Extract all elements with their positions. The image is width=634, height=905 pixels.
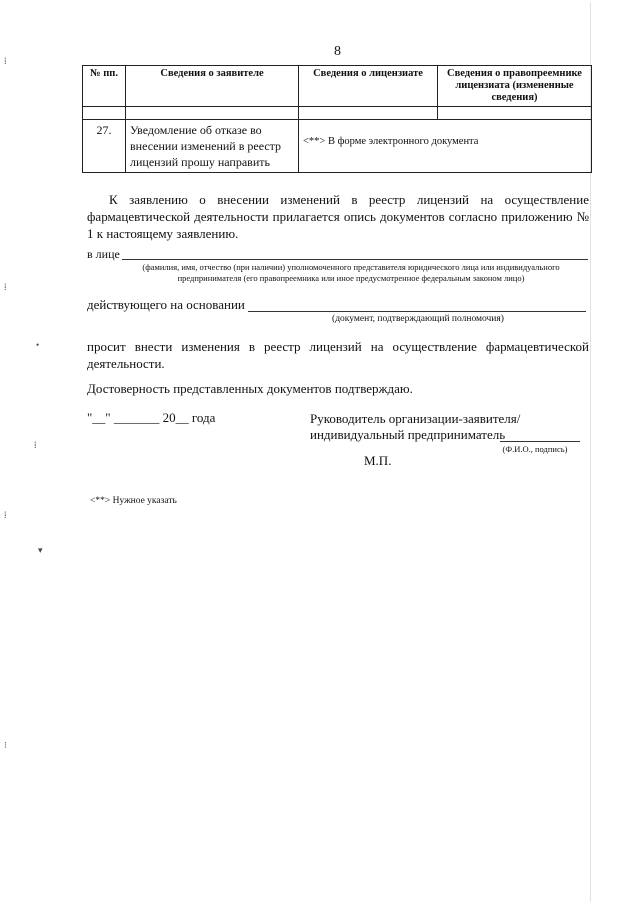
row-number: 27. (83, 120, 126, 173)
header-applicant: Сведения о заявителе (126, 66, 299, 107)
binder-mark: ⁞ (34, 440, 37, 450)
table-row-empty (83, 107, 592, 120)
table-cell (126, 107, 299, 120)
table-cell (438, 107, 592, 120)
date-line: "__" _______ 20__ года (87, 410, 216, 425)
head-title-line2: индивидуальный предприниматель (310, 427, 506, 442)
table-cell (83, 107, 126, 120)
binder-mark: ⁝ (4, 740, 7, 750)
basis-line (248, 311, 586, 312)
signature-line (500, 441, 580, 442)
license-changes-table (82, 65, 592, 173)
in-person-line (122, 259, 588, 260)
binder-mark: ⁞ (4, 282, 7, 292)
binder-mark: ▾ (38, 545, 43, 555)
attachment-paragraph: К заявлению о внесении изменений в реестр лицензий на осуществление фармацевтической деятельности прилагается опись документов согласно приложению № 1 к настоящему заявлению. (87, 192, 589, 241)
table-cell (299, 107, 438, 120)
row-value: <**> В форме электронного документа (299, 120, 592, 173)
header-number: № пп. (83, 66, 126, 107)
binder-mark: ⁞ (4, 56, 7, 66)
basis-hint: (документ, подтверждающий полномочия) (332, 314, 504, 324)
table-row (83, 120, 592, 173)
binder-mark: • (36, 340, 40, 350)
stamp-mark: М.П. (364, 453, 392, 468)
table-header-row (83, 66, 592, 107)
confirm-paragraph: Достоверность представленных документов подтверждаю. (87, 381, 413, 396)
head-title-line1: Руководитель организации-заявителя/ (310, 411, 521, 426)
fio-hint: (Ф.И.О., подпись) (502, 444, 568, 454)
basis-label: действующего на основании (87, 297, 245, 312)
in-person-label: в лице (87, 247, 120, 261)
footnote: <**> Нужное указать (90, 496, 177, 506)
binder-mark: ⁞ (4, 510, 7, 520)
header-successor: Сведения о правопреемнике лицензиата (измененные сведения) (438, 66, 592, 107)
request-paragraph: просит внести изменения в реестр лицензий на осуществление фармацевтической деятельности. (87, 339, 589, 371)
row-description: Уведомление об отказе во внесении изменений в реестр лицензий прошу направить (126, 120, 299, 173)
in-person-hint: (фамилия, имя, отчество (при наличии) уполномоченного представителя юридического лица или индивидуального предпринимателя (его правопреемника или иное предусмотренное федеральным законом лицо) (142, 262, 560, 283)
page-number: 8 (334, 44, 341, 59)
header-licensee: Сведения о лицензиате (299, 66, 438, 107)
